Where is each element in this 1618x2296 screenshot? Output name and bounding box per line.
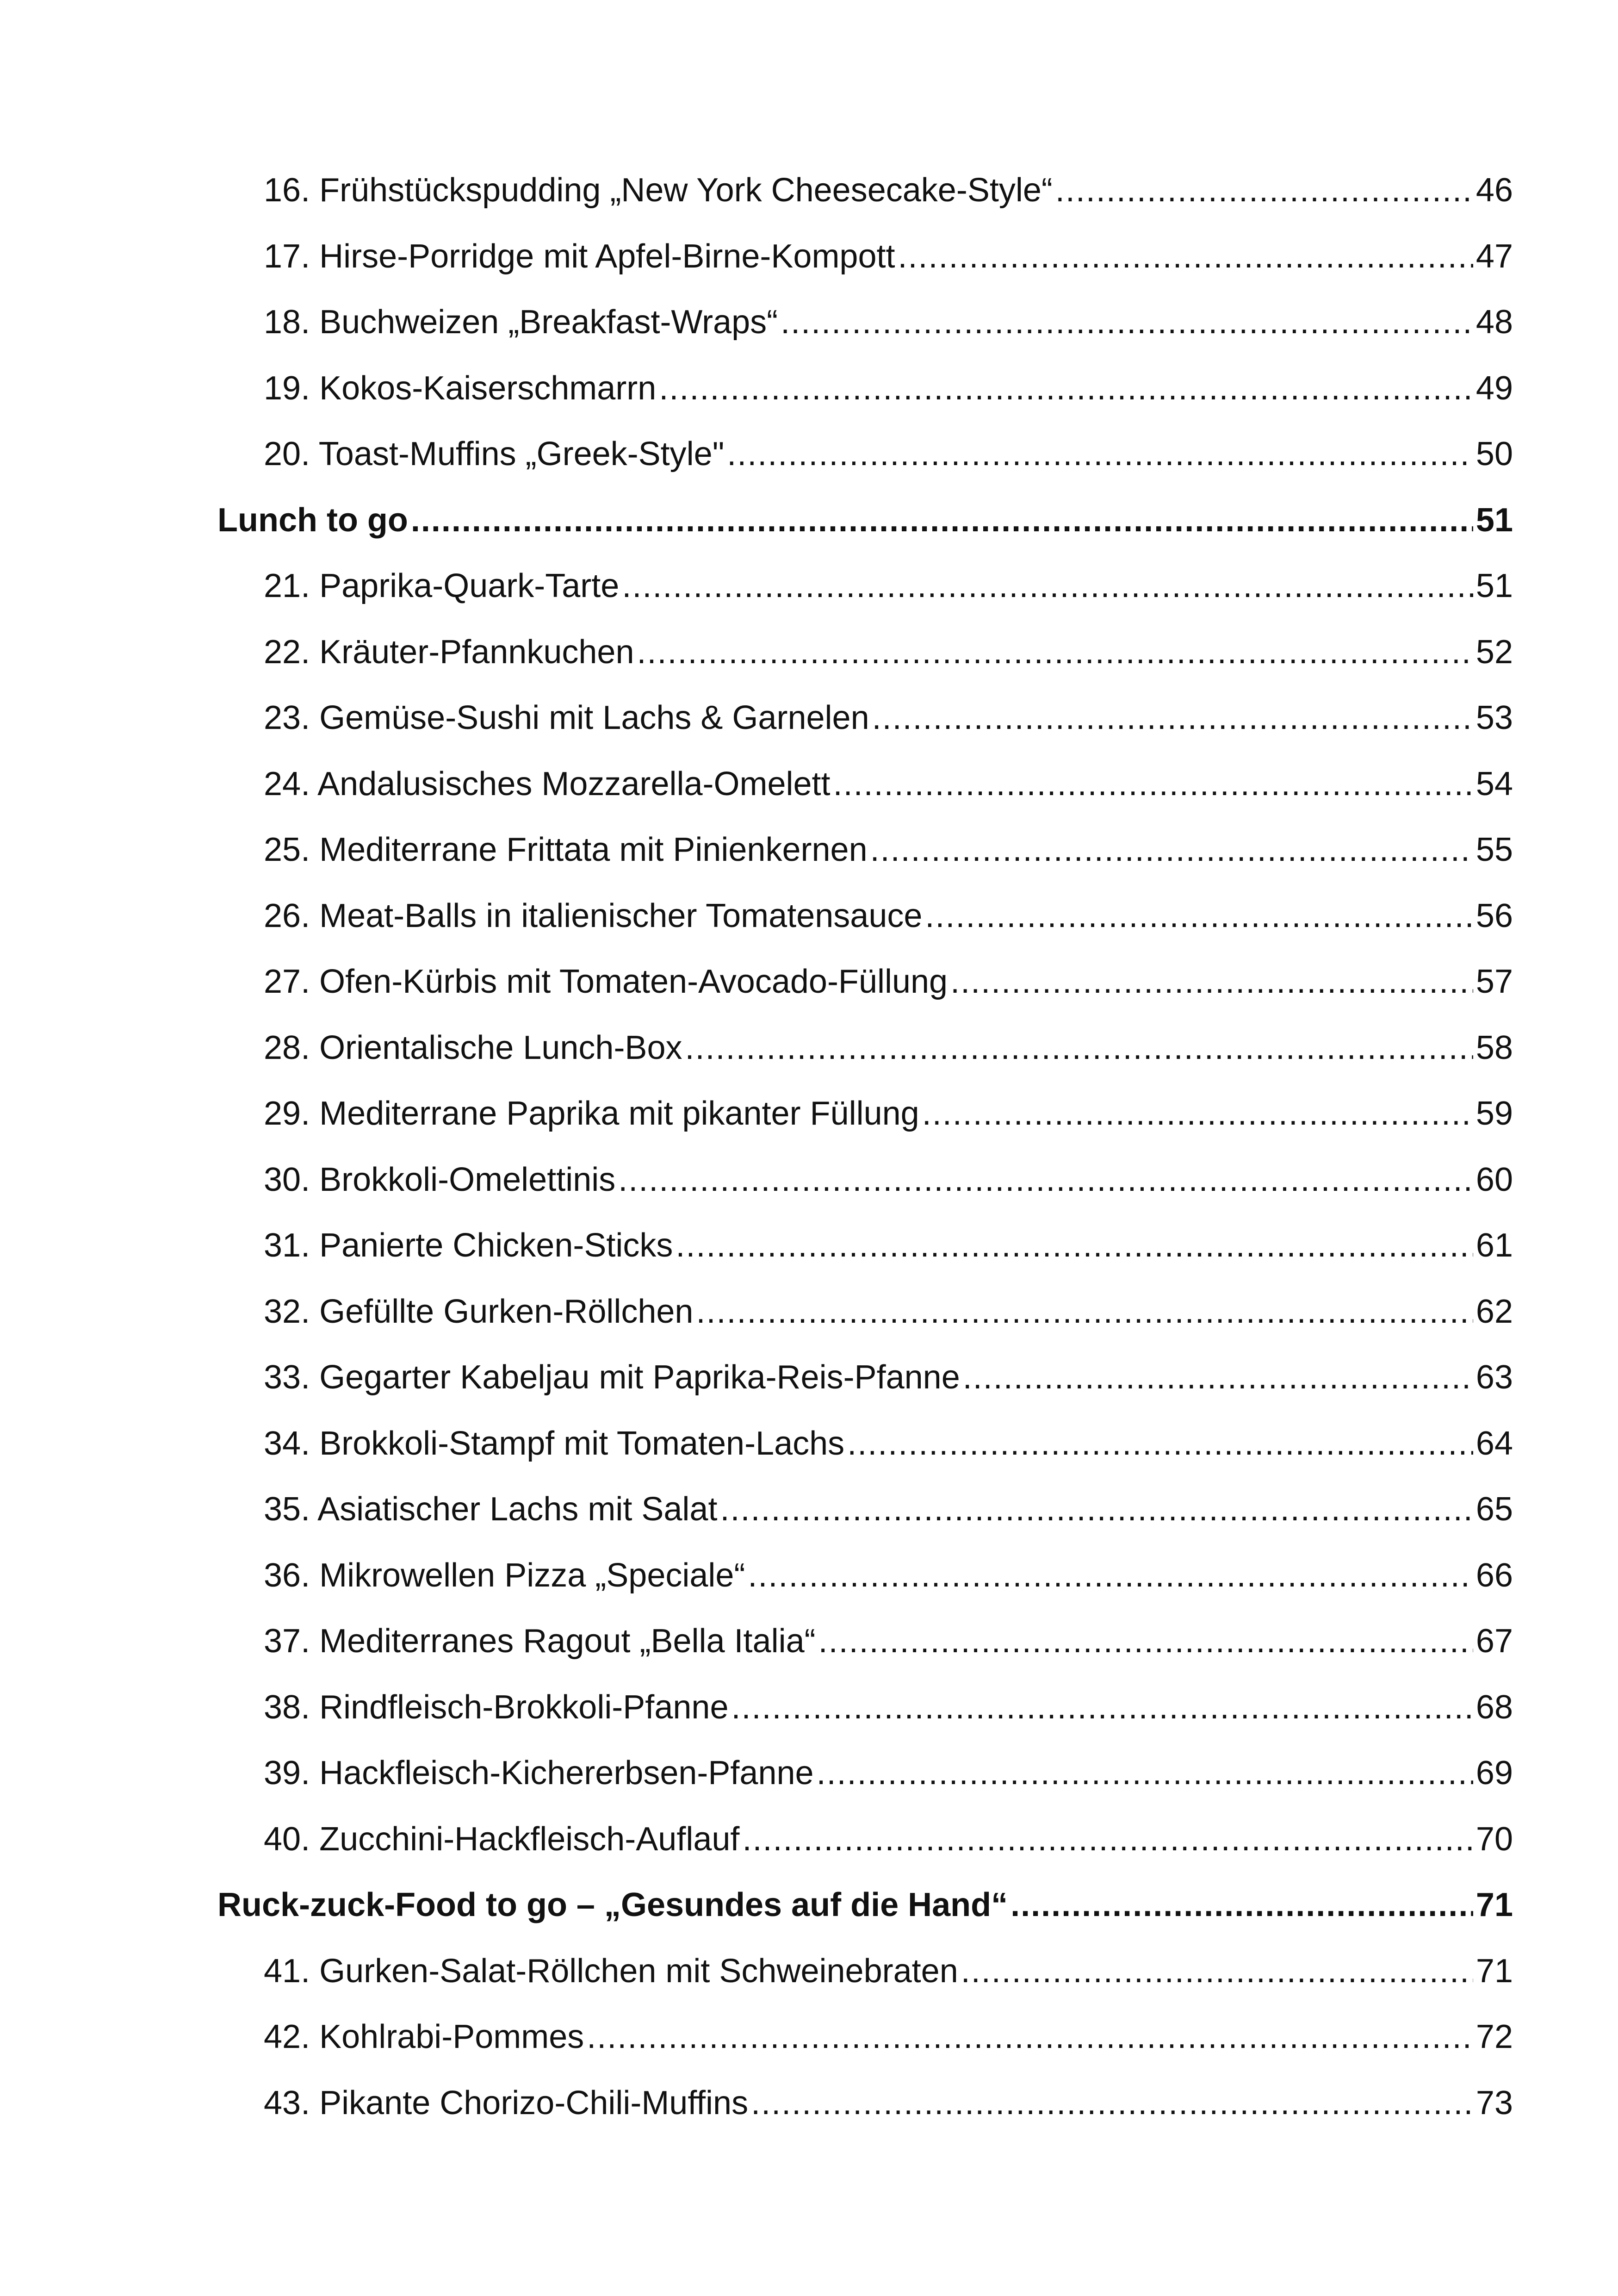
toc-page-number: 53 [1475, 699, 1513, 736]
dot-leader [748, 1543, 1473, 1609]
toc-entry-title: 17. Hirse-Porridge mit Apfel-Birne-Kompott [264, 237, 895, 275]
toc-entry[interactable] [217, 1015, 1513, 1081]
toc-entry-title: 36. Mikrowellen Pizza „Speciale“ [264, 1556, 745, 1594]
toc-page-number: 65 [1475, 1491, 1513, 1528]
toc-entry-title: 34. Brokkoli-Stampf mit Tomaten-Lachs [264, 1425, 845, 1462]
toc-page-number: 71 [1475, 1886, 1513, 1923]
dot-leader [963, 1344, 1473, 1411]
dot-leader [685, 1015, 1473, 1081]
dot-leader [1010, 1872, 1473, 1938]
dot-leader [847, 1411, 1473, 1477]
toc-page-number: 52 [1475, 633, 1513, 671]
toc-entry[interactable] [217, 1213, 1513, 1279]
toc-entry-title: 35. Asiatischer Lachs mit Salat [264, 1491, 718, 1528]
dot-leader [898, 224, 1473, 290]
toc-entry[interactable] [217, 289, 1513, 355]
toc-entry-title: 29. Mediterrane Paprika mit pikanter Füllung [264, 1095, 919, 1132]
toc-entry[interactable] [217, 1411, 1513, 1477]
toc-entry[interactable] [217, 157, 1513, 224]
toc-entry[interactable] [217, 1147, 1513, 1213]
toc-entry[interactable] [217, 1279, 1513, 1345]
toc-page-number: 50 [1475, 436, 1513, 473]
toc-entry[interactable] [217, 883, 1513, 949]
toc-page-number: 57 [1475, 963, 1513, 1000]
toc-page-number: 72 [1475, 2018, 1513, 2055]
toc-section-heading[interactable] [217, 1872, 1513, 1938]
toc-entry[interactable] [217, 2004, 1513, 2070]
toc-page-number: 71 [1475, 1952, 1513, 1990]
toc-entry-title: 19. Kokos-Kaiserschmarrn [264, 369, 657, 407]
toc-entry-title: 20. Toast-Muffins „Greek-Style" [264, 436, 725, 473]
toc-page-number: 69 [1475, 1755, 1513, 1792]
toc-page-number: 54 [1475, 765, 1513, 803]
toc-page-number: 70 [1475, 1820, 1513, 1858]
toc-page-number: 66 [1475, 1556, 1513, 1594]
toc-entry-title: 25. Mediterrane Frittata mit Pinienkernen [264, 831, 868, 868]
toc-entry-title: Lunch to go [217, 501, 408, 539]
toc-entry[interactable] [217, 1806, 1513, 1873]
dot-leader [961, 1938, 1473, 2004]
table-of-contents [217, 157, 1513, 2136]
toc-entry[interactable] [217, 1938, 1513, 2004]
toc-entry-title: 39. Hackfleisch-Kichererbsen-Pfanne [264, 1755, 814, 1792]
toc-entry[interactable] [217, 1081, 1513, 1147]
toc-entry-title: 33. Gegarter Kabeljau mit Paprika-Reis-Pfanne [264, 1359, 960, 1396]
toc-entry-title: 43. Pikante Chorizo-Chili-Muffins [264, 2084, 749, 2122]
toc-entry[interactable] [217, 421, 1513, 487]
toc-page-number: 64 [1475, 1425, 1513, 1462]
toc-entry[interactable] [217, 2070, 1513, 2136]
toc-entry[interactable] [217, 224, 1513, 290]
toc-entry-title: 23. Gemüse-Sushi mit Lachs & Garnelen [264, 699, 869, 736]
toc-entry[interactable] [217, 1543, 1513, 1609]
toc-entry-title: 40. Zucchini-Hackfleisch-Auflauf [264, 1820, 740, 1858]
toc-entry-title: 27. Ofen-Kürbis mit Tomaten-Avocado-Füllung [264, 963, 948, 1000]
dot-leader [1055, 157, 1473, 224]
toc-entry-title: 42. Kohlrabi-Pommes [264, 2018, 584, 2055]
dot-leader [727, 421, 1473, 487]
toc-entry[interactable] [217, 817, 1513, 883]
toc-page-number: 61 [1475, 1227, 1513, 1264]
dot-leader [659, 355, 1473, 422]
dot-leader [731, 1674, 1473, 1741]
toc-entry-title: 30. Brokkoli-Omelettinis [264, 1161, 616, 1198]
toc-page-number: 68 [1475, 1688, 1513, 1726]
dot-leader [676, 1213, 1473, 1279]
toc-entry-title: Ruck-zuck-Food to go – „Gesundes auf die Hand“ [217, 1886, 1008, 1923]
toc-entry-title: 37. Mediterranes Ragout „Bella Italia“ [264, 1623, 816, 1660]
toc-entry[interactable] [217, 1740, 1513, 1806]
toc-entry[interactable] [217, 355, 1513, 422]
dot-leader [587, 2004, 1473, 2070]
toc-page-number: 51 [1475, 567, 1513, 604]
toc-page-number: 51 [1475, 501, 1513, 539]
toc-entry[interactable] [217, 685, 1513, 751]
dot-leader [818, 1608, 1473, 1674]
toc-entry[interactable] [217, 1608, 1513, 1674]
dot-leader [817, 1740, 1473, 1806]
toc-page-number: 58 [1475, 1029, 1513, 1066]
toc-page-number: 48 [1475, 304, 1513, 341]
dot-leader [922, 1081, 1473, 1147]
dot-leader [622, 553, 1473, 619]
dot-leader [618, 1147, 1473, 1213]
toc-page-number: 47 [1475, 237, 1513, 275]
toc-entry[interactable] [217, 1344, 1513, 1411]
dot-leader [872, 685, 1473, 751]
toc-page-number: 62 [1475, 1293, 1513, 1330]
toc-entry-title: 18. Buchweizen „Breakfast-Wraps“ [264, 304, 778, 341]
toc-entry-title: 16. Frühstückspudding „New York Cheesecake-Style“ [264, 172, 1053, 209]
toc-entry-title: 31. Panierte Chicken-Sticks [264, 1227, 673, 1264]
toc-entry-title: 24. Andalusisches Mozzarella-Omelett [264, 765, 831, 803]
toc-entry-title: 21. Paprika-Quark-Tarte [264, 567, 620, 604]
toc-page-number: 56 [1475, 897, 1513, 934]
toc-entry-title: 38. Rindfleisch-Brokkoli-Pfanne [264, 1688, 729, 1726]
dot-leader [720, 1476, 1473, 1543]
dot-leader [696, 1279, 1473, 1345]
dot-leader [870, 817, 1473, 883]
dot-leader [925, 883, 1473, 949]
toc-entry-title: 26. Meat-Balls in italienischer Tomatensauce [264, 897, 923, 934]
toc-entry-title: 32. Gefüllte Gurken-Röllchen [264, 1293, 694, 1330]
dot-leader [742, 1806, 1473, 1873]
toc-entry[interactable] [217, 619, 1513, 685]
toc-page-number: 55 [1475, 831, 1513, 868]
toc-page-number: 63 [1475, 1359, 1513, 1396]
toc-entry-title: 22. Kräuter-Pfannkuchen [264, 633, 634, 671]
toc-section-heading[interactable] [217, 487, 1513, 554]
dot-leader [637, 619, 1473, 685]
dot-leader [833, 751, 1473, 817]
toc-page-number: 60 [1475, 1161, 1513, 1198]
dot-leader [950, 949, 1473, 1015]
dot-leader [781, 289, 1473, 355]
toc-page-number: 46 [1475, 172, 1513, 209]
toc-entry-title: 41. Gurken-Salat-Röllchen mit Schweinebraten [264, 1952, 958, 1990]
toc-page-number: 49 [1475, 369, 1513, 407]
toc-entry[interactable] [217, 949, 1513, 1015]
toc-entry[interactable] [217, 751, 1513, 817]
toc-page-number: 59 [1475, 1095, 1513, 1132]
dot-leader [751, 2070, 1473, 2136]
toc-page-number: 73 [1475, 2084, 1513, 2122]
toc-entry[interactable] [217, 1476, 1513, 1543]
toc-entry-title: 28. Orientalische Lunch-Box [264, 1029, 682, 1066]
toc-page-number: 67 [1475, 1623, 1513, 1660]
dot-leader [411, 487, 1473, 554]
toc-entry[interactable] [217, 553, 1513, 619]
toc-entry[interactable] [217, 1674, 1513, 1741]
